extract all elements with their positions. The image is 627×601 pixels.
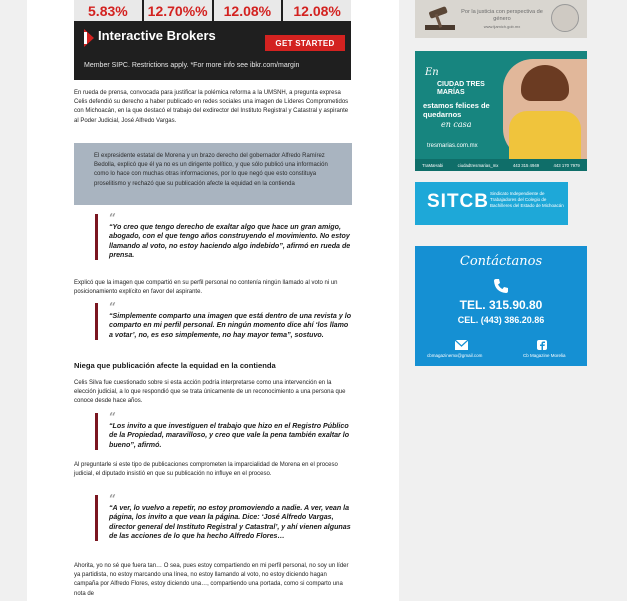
tres-marias-ad[interactable]: [415, 51, 587, 171]
ad-brand: Interactive Brokers: [98, 28, 216, 43]
blockquote: [95, 211, 352, 260]
contact-cel[interactable]: CEL. (443) 386.20.86: [457, 315, 545, 325]
brand-name: CIUDAD TRES MARÍAS: [437, 81, 485, 96]
sitcb-logo: SITCB: [427, 191, 489, 212]
quote-mark-icon: “: [109, 211, 116, 225]
brand-prefix: En: [425, 67, 439, 78]
quote-text: “Los invito a que investiguen el trabajo que hizo en el Registro Público de la Propiedad, maravilloso, y creo que vale la pena también exaltar lo bueno”, afirmó.: [109, 422, 350, 449]
banner-tagline-text: Por la justicia con perspectiva de género: [461, 9, 543, 22]
quote-text: “Yo creo que tengo derecho de exaltar algo que hace un gran amigo, abogado, con el que tengo años construyendo el movimiento. No estoy llamando al voto, no estoy haciendo algo indebido”, afirmó en rueda de prensa.: [109, 223, 351, 259]
mail-icon: [455, 340, 468, 350]
get-started-button[interactable]: GET STARTED: [265, 35, 345, 51]
banner-url: www.tjamich.gob.mx: [483, 24, 521, 29]
article-paragraph: Al preguntarle si este tipo de publicaciones comprometen la imparcialidad de Morena en el proceso judicial, el diputado insistió en que su publicación no influye en el proceso.: [74, 462, 338, 478]
quote-mark-icon: “: [109, 300, 116, 314]
contact-banner[interactable]: [415, 246, 587, 366]
gavel-icon: [423, 5, 457, 31]
sitcb-description: Sindicato Independiente de Trabajadores del Colegio de Bachilleres del Estado de Michoacán: [490, 191, 564, 208]
sitcb-banner[interactable]: [415, 182, 568, 225]
article-paragraph: Celis Silva fue cuestionado sobre si esta acción podría interpretarse como una intervención en la elección judicial, a lo que respondió que se trata únicamente de un reconocimiento a una persona que conoce desde hace años.: [74, 380, 346, 405]
contact-title: Contáctanos: [459, 254, 543, 269]
blockquote: [95, 300, 352, 340]
quote-mark-icon: “: [109, 410, 116, 424]
judicial-banner[interactable]: [415, 0, 587, 38]
article-paragraph: En rueda de prensa, convocada para justificar la polémica reforma a la UMSNH, a pregunta expresa Celis defendió su derecho a haber publicado en redes sociales una imagen de Líderes Comprometidos con Michoacán, en la que destacó el trabajo del exdirector del Instituto Registral y Catastral y aspirante al Poder Judicial, José Alfredo Vargas.: [74, 90, 349, 124]
phone-icon: [493, 278, 509, 294]
footer-item: ciudadtresmarias_mx: [457, 162, 499, 168]
interactive-brokers-logo-icon: [84, 29, 94, 47]
photo-shirt: [509, 111, 581, 159]
ad-website[interactable]: tresmarias.com.mx: [427, 143, 478, 149]
ad-rate-row: [74, 0, 351, 21]
ad-message: estamos felices de quedarnos: [423, 101, 490, 119]
article-paragraph: Ahorita, yo no sé que fuera tan… O sea, pues estoy compartiendo en mi perfil personal, no soy un líder ya partidista, no estoy marcando una línea, no estoy llamando al voto, no estoy diciendo hagan campaña por Alfredo Flores, estoy diciendo una…, compartiendo una portada, como si comparto una nota de: [74, 563, 349, 597]
quote-mark-icon: “: [109, 492, 116, 506]
footer-item: 443 315 4949: [512, 162, 540, 168]
ad-message-script: en casa: [441, 120, 472, 129]
ad-contact-footer: [415, 159, 587, 171]
facebook-icon: [537, 340, 547, 350]
quote-text: “Simplemente comparto una imagen que está dentro de una revista y lo comparto en mi perfil personal. En ningún momento dice ahí ‘los llamo a votar’, no, es eso simplemente, no hay mayor tema”, sostuvo.: [109, 312, 352, 339]
ad-rate: 12.08%: [293, 2, 341, 19]
footer-item: TraMaHabi: [422, 162, 444, 168]
ad-rate: 12.08%: [214, 0, 284, 21]
contact-email[interactable]: cbmagazinemx@gmail.com: [427, 353, 483, 358]
article-paragraph: Explicó que la imagen que compartió en su perfil personal no contenía ningún llamado al voto ni un posicionamiento explícito en favor del aspirante.: [74, 280, 338, 296]
blockquote: [95, 410, 352, 450]
contact-tel[interactable]: TEL. 315.90.80: [459, 298, 543, 312]
ad-body: [74, 21, 351, 80]
photo-hair: [521, 65, 569, 101]
seal-icon: [551, 4, 579, 32]
ad-fine-print: Member SIPC. Restrictions apply. *For more info see ibkr.com/margin: [84, 62, 300, 69]
quote-text: “A ver, lo vuelvo a repetir, no estoy promoviendo a nadie. A ver, vean la página, los invito a que vean la página. Dice: ‘José Alfredo Vargas, director general del Instituto Registral y Catastral’, y ahí vienen algunas de las acciones de lo que ha hecho Alfredo Flores…: [109, 504, 351, 540]
banner-tagline: [457, 9, 547, 31]
ad-rate: 12.70%%: [144, 0, 214, 21]
article-summary-box: El expresidente estatal de Morena y un brazo derecho del gobernador Alfredo Ramírez Bedolla, explicó que él ya no es un dirigente político, y que sólo publicó una información como lo hace con muchas otras informaciones, por lo que negó que esto constituya proselitismo y rechazó que su publicación afecte la equidad en la contienda: [74, 143, 352, 205]
footer-item: 443 170 7979: [553, 162, 580, 168]
contact-facebook[interactable]: Cb Magazine Morelia: [523, 353, 566, 358]
article-subheading: Niega que publicación afecte la equidad en la contienda: [74, 361, 276, 370]
girl-photo: [503, 59, 587, 159]
ad-rate: 5.83%: [74, 0, 144, 21]
interactive-brokers-ad[interactable]: [74, 0, 351, 80]
blockquote: [95, 492, 352, 541]
